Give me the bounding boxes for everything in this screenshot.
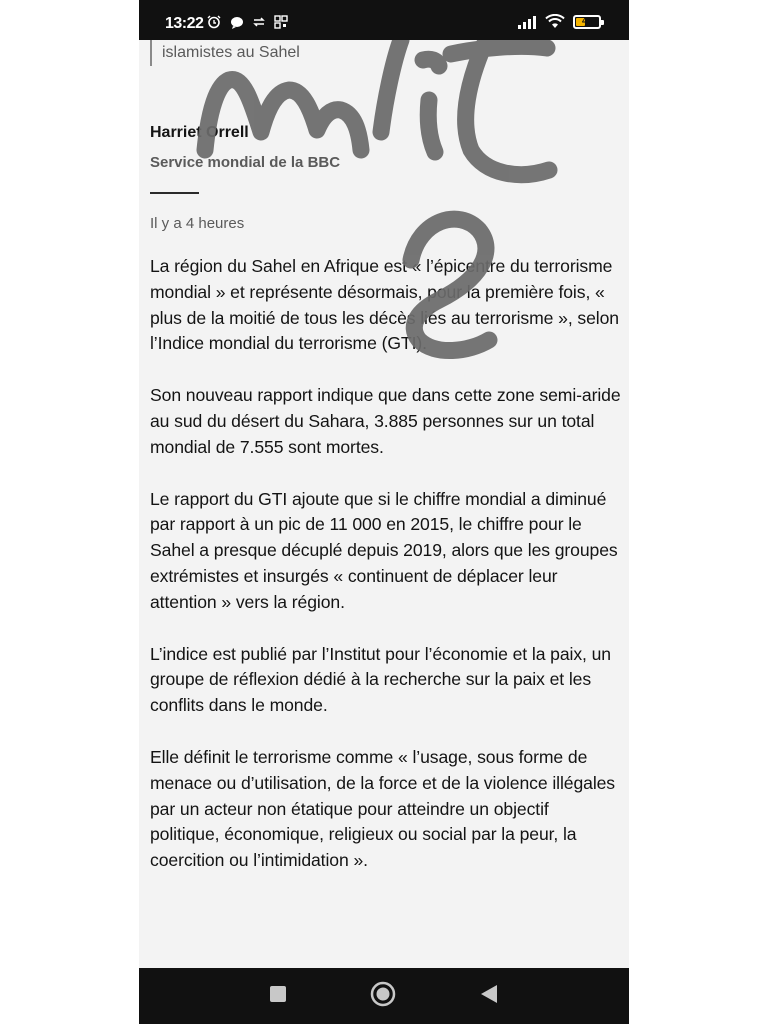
- handwriting-stroke-l: [381, 40, 401, 132]
- status-icons-left: [207, 15, 288, 29]
- article-paragraph: Le rapport du GTI ajoute que si le chiffre mondial a diminué par rapport à un pic de 11 000 en 2015, le chiffre pour le Sahel a presque décuplé depuis 2019, alors que les groupes extrémistes et insurgés « continuent de déplacer leur attention » vers la région.: [150, 488, 618, 612]
- recents-button[interactable]: [266, 984, 290, 1008]
- alarm-icon: [207, 15, 221, 29]
- wifi-icon: [545, 14, 565, 29]
- handwriting-stroke-bracket: [466, 45, 549, 175]
- status-icons-right: [517, 14, 601, 29]
- handwriting-stroke-crossbar: [451, 46, 547, 54]
- battery-level: 43: [581, 15, 592, 26]
- article-timestamp: Il y a 4 heures: [150, 215, 245, 232]
- article-paragraph: Son nouveau rapport indique que dans cette zone semi-aride au sud du désert du Sahara, 3.885 personnes sur un total mondial de 7.555 sont mortes.: [150, 385, 621, 457]
- back-button[interactable]: [477, 984, 501, 1008]
- chat-bubble-icon: [230, 16, 244, 29]
- recents-square-icon: [269, 985, 287, 1008]
- navigation-bar: [139, 968, 629, 1024]
- signal-icon: [517, 15, 537, 29]
- article-paragraph: L’indice est publié par l’Institut pour l’économie et la paix, un groupe de réflexion dédié à la recherche sur la paix et les conflits dans le monde.: [150, 643, 611, 716]
- qr-grid-icon: [274, 15, 288, 29]
- home-circle-icon: [370, 981, 396, 1012]
- byline-divider: [150, 192, 199, 194]
- handwriting-stroke-i: [428, 100, 435, 152]
- article-body: [150, 254, 622, 900]
- back-triangle-icon: [480, 984, 498, 1009]
- status-time: 13:22: [165, 15, 204, 32]
- article-paragraph: Elle définit le terrorisme comme « l’usage, sous forme de menace ou d’utilisation, de la force et de la violence illégales par un acteur non étatique pour atteindre un objectif politique, économique, religieux ou social par la peur, la coercition ou l’intimidation ».: [150, 746, 616, 871]
- handwriting-stroke-i-dot: [423, 59, 439, 66]
- article-paragraph: La région du Sahel en Afrique est « l’épicentre du terrorisme mondial » et représente désormais, pour la première fois, « plus de la moitié de tous les décès liés au terrorisme », selon l’Indice mondial du terrorisme (GTI).: [150, 256, 619, 354]
- data-arrows-icon: [253, 17, 265, 27]
- battery-icon: [573, 15, 601, 29]
- article-content[interactable]: [139, 40, 629, 968]
- previous-headline-snippet[interactable]: islamistes au Sahel: [150, 40, 300, 66]
- phone-screen: [139, 0, 629, 1024]
- author-name: Harriet Orrell: [150, 124, 249, 141]
- home-button[interactable]: [371, 984, 395, 1008]
- author-organization: Service mondial de la BBC: [150, 154, 341, 171]
- status-bar: [139, 0, 629, 40]
